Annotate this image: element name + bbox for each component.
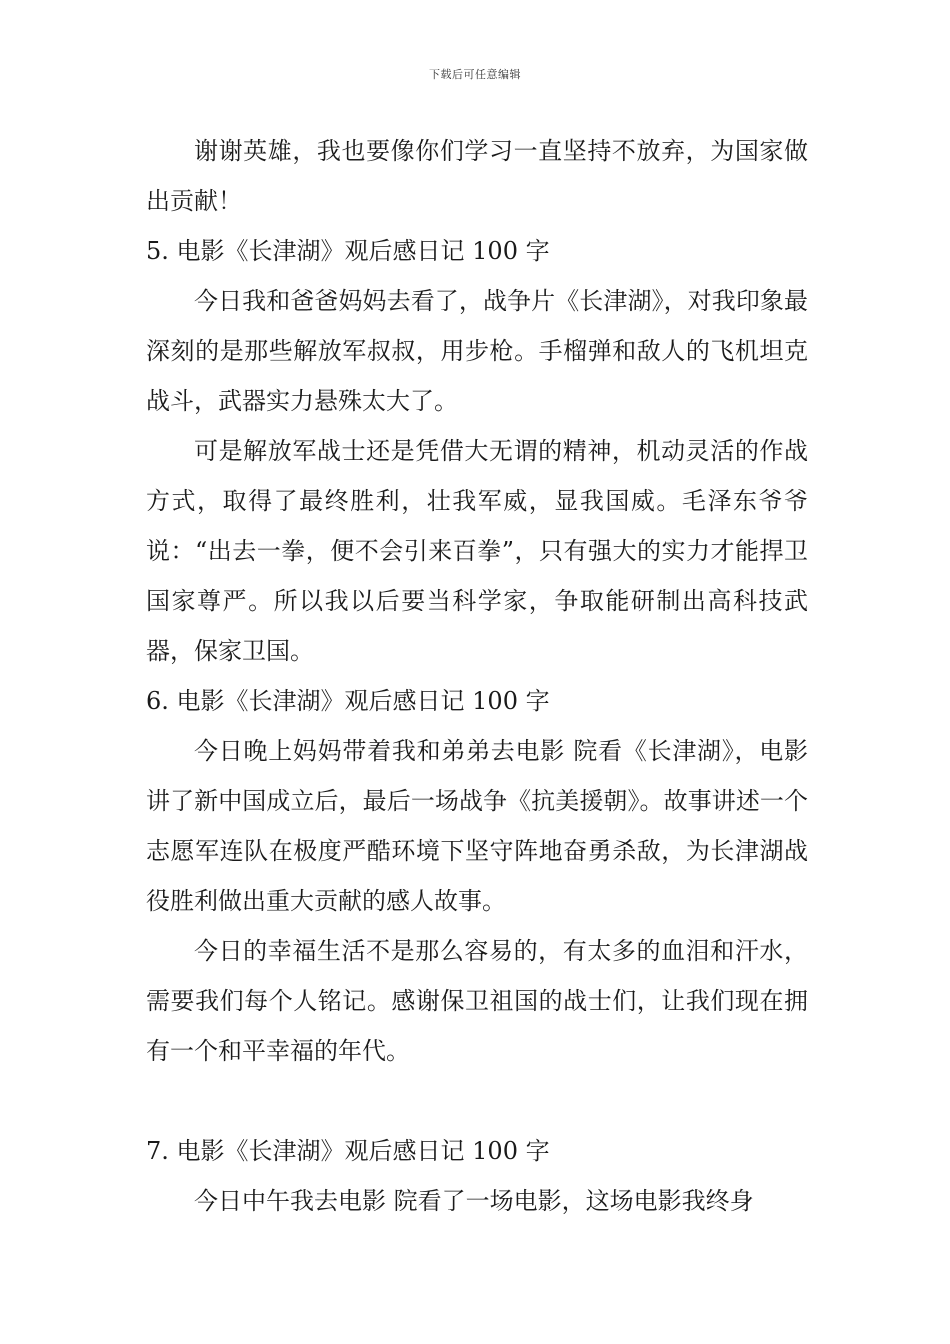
paragraph: 今日晚上妈妈带着我和弟弟去电影 院看《长津湖》，电影讲了新中国成立后，最后一场战争《抗美援朝》。故事讲述一个志愿军连队在极度严酷环境下坚守阵地奋勇杀敌，为长津湖战役胜利做出重大贡献的感人故事。: [146, 737, 808, 915]
paragraph: 今日的幸福生活不是那么容易的，有太多的血泪和汗水，需要我们每个人铭记。感谢保卫祖国的战士们，让我们现在拥有一个和平幸福的年代。: [146, 937, 808, 1065]
paragraph: 今日中午我去电影 院看了一场电影，这场电影我终身: [194, 1187, 754, 1215]
section-heading-6: 6. 电影《长津湖》观后感日记 100 字: [146, 687, 550, 715]
section-heading-7: 7. 电影《长津湖》观后感日记 100 字: [146, 1137, 550, 1165]
paragraph: 今日我和爸爸妈妈去看了，战争片《长津湖》，对我印象最深刻的是那些解放军叔叔，用步枪。手榴弹和敌人的飞机坦克战斗，武器实力悬殊太大了。: [146, 287, 808, 415]
blank-line: [146, 1076, 808, 1126]
paragraph: 可是解放军战士还是凭借大无谓的精神，机动灵活的作战方式，取得了最终胜利，壮我军威，显我国威。毛泽东爷爷说：“出去一拳，便不会引来百拳”，只有强大的实力才能捍卫国家尊严。所以我以后要当科学家，争取能研制出高科技武器，保家卫国。: [146, 437, 808, 665]
paragraph: 谢谢英雄，我也要像你们学习一直坚持不放弃，为国家做出贡献！: [146, 137, 808, 215]
section-heading-5: 5. 电影《长津湖》观后感日记 100 字: [146, 237, 550, 265]
page-header: 下载后可任意编辑: [429, 68, 521, 81]
document-body: [146, 126, 808, 1226]
